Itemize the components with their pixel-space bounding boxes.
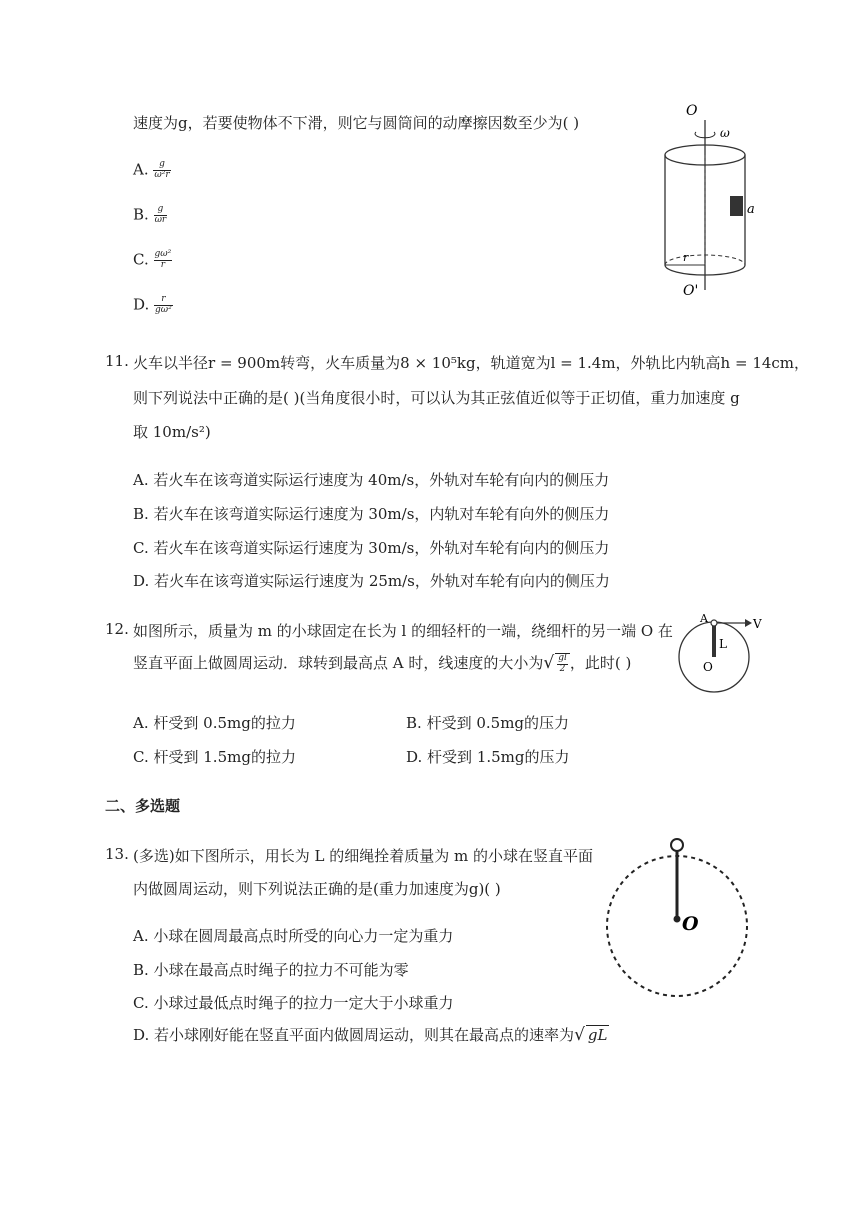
option-text: 杆受到 0.5mg的拉力 [153,714,296,732]
option-label: B. [133,961,149,979]
q13-line-2: 内做圆周运动，则下列说法正确的是(重力加速度为g)( ) [133,880,501,898]
option-label: D. [406,748,423,766]
sqrt-box: gL [587,1026,608,1044]
label-a: A [700,612,708,625]
label-top-o: O [686,103,698,119]
label-v: V [753,617,762,631]
option-text: 若火车在该弯道实际运行速度为 30m/s，外轨对车轮有向内的侧压力 [153,539,610,557]
label-a: a [747,202,755,217]
q11-option-b[interactable] [133,503,609,524]
q10-option-a[interactable] [133,160,171,181]
radical-sign: √ [574,1025,585,1045]
label-o: O [703,660,713,674]
q13-number: 13. [105,845,129,863]
q12-option-c[interactable] [133,746,296,767]
q12-option-a[interactable] [133,712,296,733]
option-text: 若小球刚好能在竖直平面内做圆周运动，则其在最高点的速率为 [154,1026,575,1044]
q13-option-d[interactable] [133,1024,609,1045]
option-label: A. [133,160,149,179]
q11-option-a[interactable] [133,469,609,490]
option-label: A. [133,927,149,945]
fraction: $\frac{g}{\omega r}$ [154,204,167,225]
q12-option-b[interactable] [406,712,569,733]
q11-line-3: 取 10m/s²) [133,423,211,441]
label-o: O [682,913,699,935]
q10-option-c[interactable] [133,250,172,271]
option-text: 杆受到 1.5mg的压力 [427,748,570,766]
q11-line-1: 火车以半径r = 900m转弯，火车质量为8 × 10⁵kg，轨道宽为l = 1.4m，外轨比内轨高h = 14cm， [133,354,810,372]
q13-option-c[interactable] [133,992,454,1013]
label-r: r [683,251,689,264]
option-text: 杆受到 1.5mg的拉力 [153,748,296,766]
fraction: $\frac{\text{gω²}}{r}$ [154,249,172,270]
option-label: B. [133,205,149,224]
option-label: D. [133,572,150,590]
option-label: C. [133,250,149,269]
option-text: 小球在圆周最高点时所受的向心力一定为重力 [153,927,454,945]
option-text: 杆受到 0.5mg的压力 [426,714,570,732]
q10-option-b[interactable] [133,205,167,226]
q10-option-d[interactable] [133,295,173,316]
q12-number: 12. [105,620,129,638]
option-label: C. [133,748,149,766]
q10-stem: 速度为g，若要使物体不下滑，则它与圆筒间的动摩擦因数至少为( ) [133,114,580,132]
option-text: 小球过最低点时绳子的拉力一定大于小球重力 [153,994,454,1012]
q13-option-b[interactable] [133,959,409,980]
q12-line-2 [133,652,631,674]
fraction: $\frac{gl}{2}$ [558,652,567,674]
q10-cylinder-figure [650,95,770,305]
option-label: C. [133,994,149,1012]
sqrt-box [555,653,570,675]
block-a [730,196,743,216]
q12-option-d[interactable] [406,746,570,767]
option-label: A. [133,471,149,489]
ball [671,839,683,851]
option-label: B. [133,505,149,523]
q13-line-1: (多选)如下图所示，用长为 L 的细绳拴着质量为 m 的小球在竖直平面 [133,847,593,865]
radical-sign: √ [543,653,555,673]
q13-option-a[interactable] [133,925,453,946]
q11-line-2: 则下列说法中正确的是( )(当角度很小时，可以认为其正弦值近似等于正切值，重力加速度 g [133,389,740,407]
label-l: L [719,637,727,651]
q13-circle-figure [600,835,760,1015]
q12-line-1: 如图所示，质量为 m 的小球固定在长为 l 的细轻杆的一端，绕细杆的另一端 O 在 [133,622,673,640]
option-label: A. [133,714,149,732]
center-dot [674,916,681,923]
velocity-arrowhead [745,619,752,627]
option-text: 若火车在该弯道实际运行速度为 30m/s，内轨对车轮有向外的侧压力 [153,505,610,523]
q12-line-2-end: ，此时( ) [569,654,632,672]
label-bottom-o: O' [683,283,699,299]
option-label: D. [133,295,150,314]
option-text: 若火车在该弯道实际运行速度为 25m/s，外轨对车轮有向内的侧压力 [154,572,610,590]
option-label: B. [406,714,422,732]
option-text: 小球在最高点时绳子的拉力不可能为零 [153,961,409,979]
section-title: 二、多选题 [105,797,181,815]
fraction: $\frac{r}{\text{gω²}}$ [155,294,172,315]
fraction: $\frac{g}{\text{ω²r}}$ [154,159,170,180]
label-omega: ω [720,126,730,140]
q11-option-d[interactable] [133,570,610,591]
option-label: D. [133,1026,150,1044]
q12-line-2-text: 竖直平面上做圆周运动．球转到最高点 A 时，线速度的大小为 [133,654,544,672]
q12-rod-figure [672,610,772,700]
ball [711,620,717,626]
q11-option-c[interactable] [133,537,609,558]
q11-number: 11. [105,352,129,370]
option-text: 若火车在该弯道实际运行速度为 40m/s，外轨对车轮有向内的侧压力 [153,471,610,489]
option-label: C. [133,539,149,557]
